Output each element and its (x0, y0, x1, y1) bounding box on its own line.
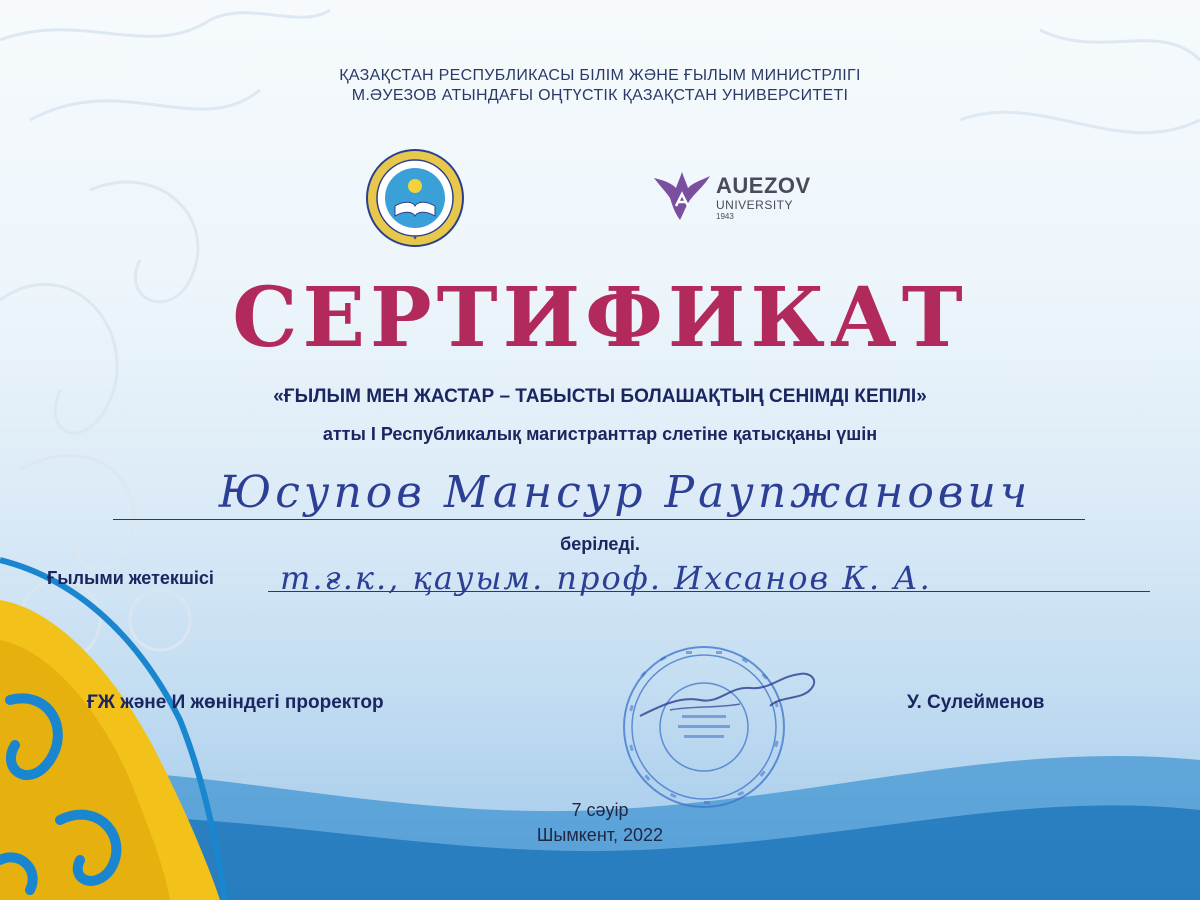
university-sub: UNIVERSITY (716, 198, 794, 212)
signer-title: ҒЖ және И жөніндегі проректор (87, 692, 384, 713)
recipient-underline (113, 519, 1085, 520)
signature (630, 666, 830, 736)
svg-text:✦: ✦ (412, 235, 418, 242)
event-title: «ҒЫЛЫМ МЕН ЖАСТАР – ТАБЫСТЫ БОЛАШАҚТЫҢ СЕНІМДІ КЕПІЛІ» (273, 386, 927, 407)
university-year: 1943 (716, 212, 734, 221)
supervisor-label: Ғылыми жетекшісі (47, 568, 214, 588)
ministry-header: ҚАЗАҚСТАН РЕСПУБЛИКАСЫ БІЛІМ ЖӘНЕ ҒЫЛЫМ МИНИСТРЛІГІ (339, 67, 861, 84)
supervisor-handwritten: т.ғ.к., қауым. проф. Ихсанов К. А. (280, 559, 932, 597)
auezov-university-logo (650, 168, 714, 224)
ministry-seal-logo (365, 148, 465, 248)
certificate-title: СЕРТИФИКАТ (232, 270, 968, 366)
university-header: М.ӘУЕЗОВ АТЫНДАҒЫ ОҢТҮСТІК ҚАЗАҚСТАН УНИВЕРСИТЕТІ (351, 87, 849, 104)
recipient-name-handwritten: Юсупов Мансур Раупжанович (218, 467, 1032, 518)
university-name: AUEZOV (716, 173, 811, 198)
supervisor-underline (268, 591, 1150, 592)
signer-name: У. Сулейменов (907, 692, 1045, 713)
issue-city-year: Шымкент, 2022 (536, 825, 664, 845)
event-purpose: атты І Республикалық магистранттар слетіне қатысқаны үшін (322, 424, 878, 444)
issue-date: 7 сәуір (571, 800, 629, 820)
auezov-wordmark (716, 174, 811, 222)
given-text: беріледі. (560, 534, 640, 554)
